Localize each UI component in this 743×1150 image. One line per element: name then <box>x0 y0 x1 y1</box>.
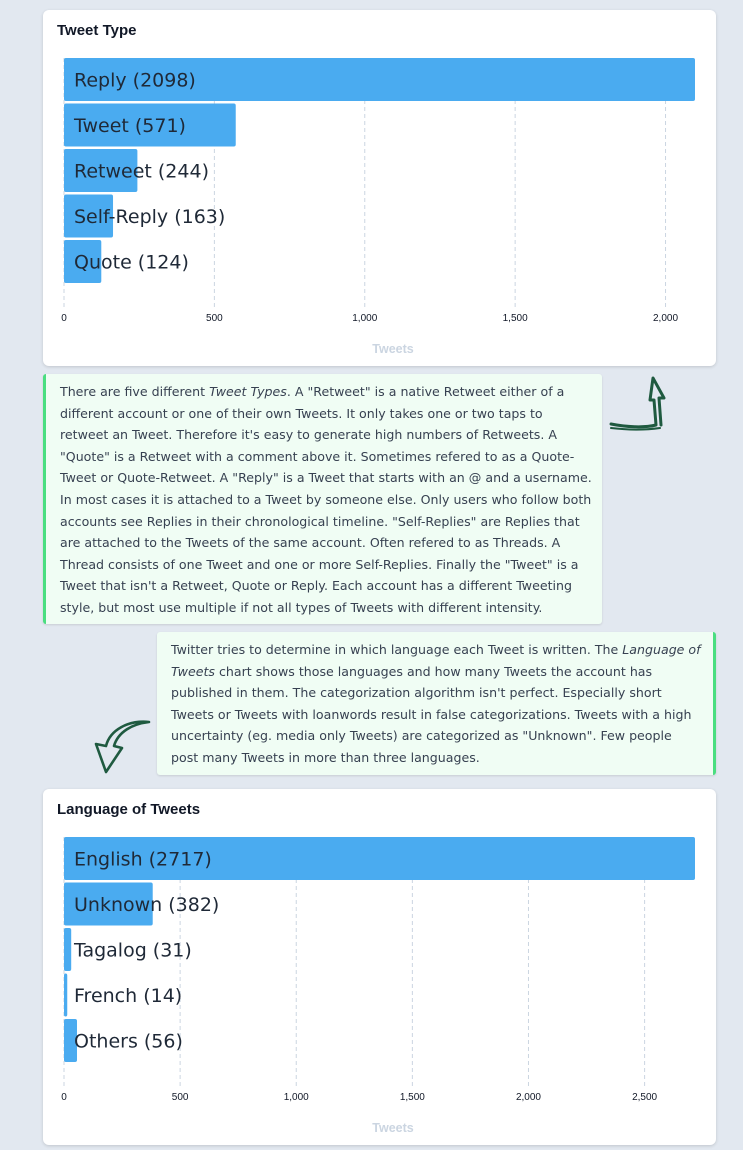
bar-tagalog[interactable] <box>64 928 71 971</box>
x-axis-label: Tweets <box>372 342 414 356</box>
bar-label: Self-Reply (163) <box>74 206 226 228</box>
bar-french[interactable] <box>64 974 67 1017</box>
bar-label: Tweet (571) <box>74 115 186 137</box>
tweet-type-chart <box>43 10 716 366</box>
card-title: Tweet Type <box>57 22 137 39</box>
x-tick-label: 0 <box>61 313 67 324</box>
x-tick-label: 500 <box>171 1092 189 1103</box>
hand-drawn-arrow-up-icon <box>606 372 670 432</box>
tweet-type-note <box>43 374 602 624</box>
tweet-type-card <box>43 10 716 366</box>
bar-label: Tagalog (31) <box>74 939 192 962</box>
x-axis-label: Tweets <box>372 1121 414 1135</box>
note-emphasis: Language of Tweets <box>171 642 701 679</box>
x-tick-label: 1,500 <box>502 313 528 324</box>
language-chart <box>43 789 716 1145</box>
card-title: Language of Tweets <box>57 801 201 818</box>
x-tick-label: 2,000 <box>653 313 679 324</box>
bar-label: French (14) <box>74 985 183 1007</box>
x-tick-label: 1,000 <box>352 313 378 324</box>
x-tick-label: 0 <box>61 1092 67 1103</box>
language-card <box>43 789 716 1145</box>
hand-drawn-arrow-down-left-icon <box>92 718 156 778</box>
x-tick-label: 2,500 <box>632 1092 658 1103</box>
note-text <box>171 639 701 769</box>
note-segment: . A "Retweet" is a native Retweet either of a different account or one of their own Tweets. It only takes one or two taps to retweet an Tweet. Therefore it's easy to generate high numbers of Retweets. A "Quote" is a Retweet with a comment above it. Sometimes refered to as a Quote-Tweet or Quote-Retweet. A "Reply" is a Tweet that starts with an @ and a username. In most cases it is attached to a Tweet by someone else. Only users who follow both accounts see Replies in their chronological timeline. "Self-Replies" are Replies that are attached to the Tweets of the same account. Often refered to as Threads. A Thread consists of one Tweet and one or more Self-Replies. Finally the "Tweet" is a Tweet that isn't a Retweet, Quote or Reply. Each account has a different Tweeting style, but most use multiple if not all types of Tweets with different intensity. <box>60 384 592 615</box>
bar-label: Others (56) <box>74 1030 183 1053</box>
note-emphasis: Tweet Types <box>209 384 287 399</box>
x-tick-label: 2,000 <box>515 1092 541 1103</box>
bar-label: Quote (124) <box>74 251 189 274</box>
x-tick-label: 500 <box>206 313 223 324</box>
x-tick-label: 1,500 <box>399 1092 425 1103</box>
note-text <box>60 381 592 619</box>
note-segment: There are five different <box>60 384 210 399</box>
bar-label: Reply (2098) <box>74 69 196 92</box>
language-note <box>157 632 716 775</box>
bar-label: Retweet (244) <box>74 160 209 183</box>
note-segment: chart shows those languages and how many Tweets the account has published in them. The categorization algorithm isn't perfect. Especially short Tweets or Tweets with loanwords result in false categorizations. Tweets with a high uncertainty (eg. media only Tweets) are categorized as "Unknown". Few people post many Tweets in more than three languages. <box>171 663 692 765</box>
x-tick-label: 1,000 <box>283 1092 309 1103</box>
note-segment: Twitter tries to determine in which language each Tweet is written. The <box>171 642 623 657</box>
bar-label: English (2717) <box>74 848 212 871</box>
bar-label: Unknown (382) <box>74 894 220 916</box>
